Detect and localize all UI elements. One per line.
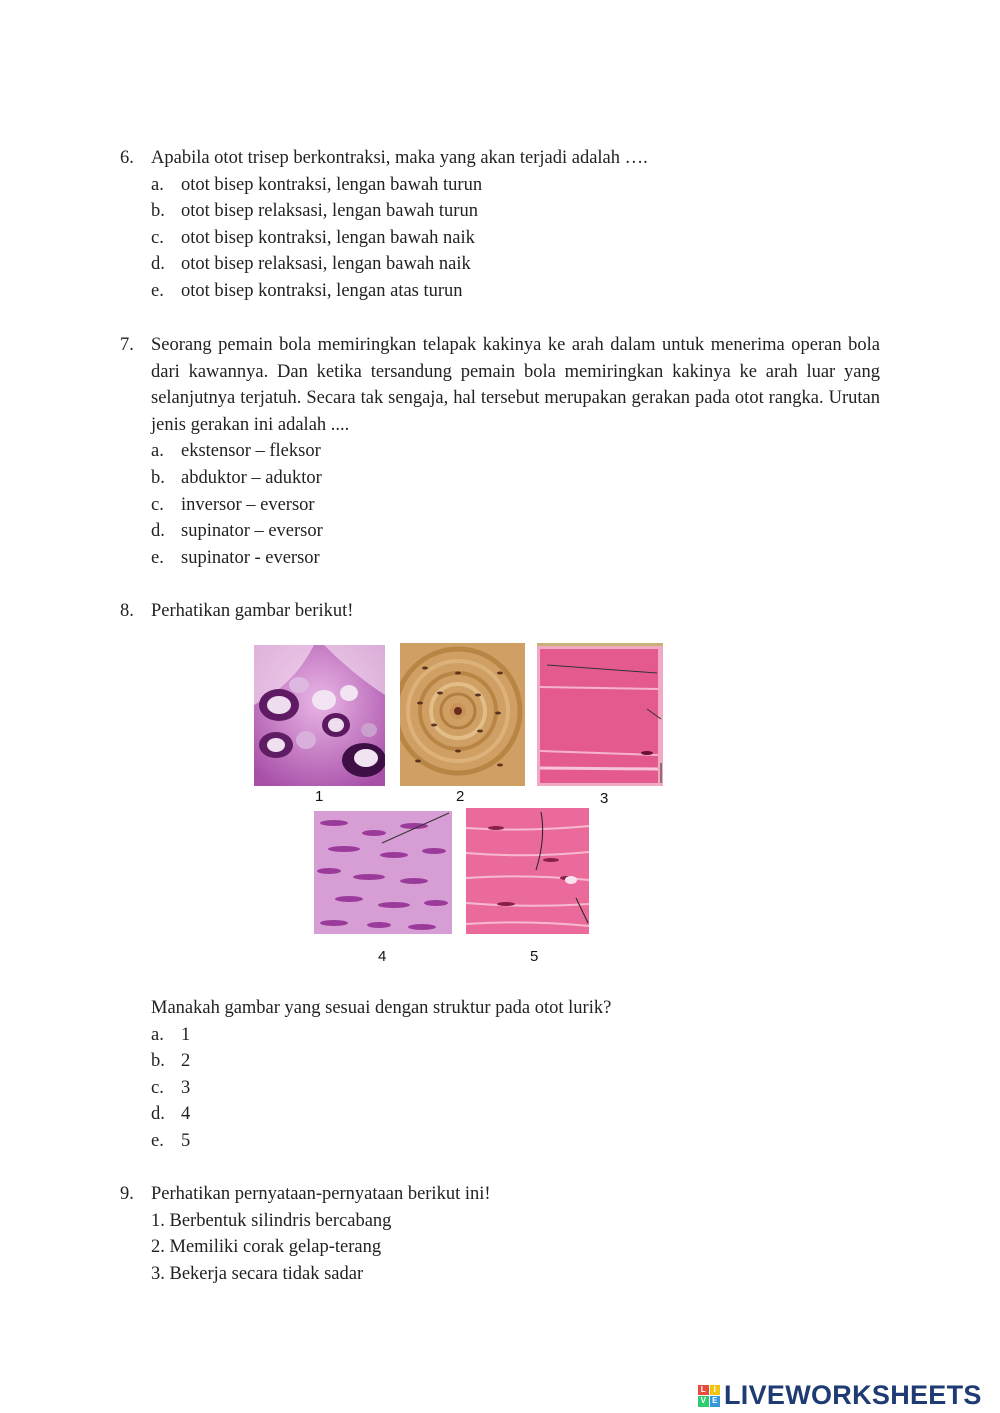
option-a[interactable] xyxy=(151,172,880,199)
option-letter: e. xyxy=(151,280,164,301)
question-8-answers xyxy=(120,995,880,1155)
option-c[interactable] xyxy=(151,492,880,519)
option-text: otot bisep relaksasi, lengan bawah turun xyxy=(181,201,478,222)
statement-3: 3. Bekerja secara tidak sadar xyxy=(151,1263,364,1284)
option-letter: e. xyxy=(151,1130,164,1151)
question-prompt: Manakah gambar yang sesuai dengan struktur pada otot lurik? xyxy=(151,998,612,1018)
option-letter: c. xyxy=(151,227,164,248)
option-b[interactable] xyxy=(151,198,880,225)
option-e[interactable] xyxy=(151,545,880,572)
option-text: otot bisep kontraksi, lengan bawah turun xyxy=(181,174,483,195)
option-text: abduktor – aduktor xyxy=(181,467,322,488)
brand-text: LIVEWORKSHEETS xyxy=(724,1380,982,1410)
logo-letter: I xyxy=(710,1385,721,1396)
option-letter: d. xyxy=(151,521,165,542)
option-letter: b. xyxy=(151,467,165,488)
option-b[interactable] xyxy=(151,1048,880,1075)
tissue-image-3 xyxy=(537,643,663,786)
question-number: 8. xyxy=(120,601,134,621)
image-label-3: 3 xyxy=(600,790,609,807)
liveworksheets-logo-icon xyxy=(698,1385,720,1407)
logo-letter: E xyxy=(710,1396,721,1407)
question-8 xyxy=(120,598,880,625)
option-d[interactable] xyxy=(151,1101,880,1128)
tissue-image-2 xyxy=(400,643,525,786)
option-letter: e. xyxy=(151,547,164,568)
option-letter: c. xyxy=(151,494,164,515)
option-text: ekstensor – fleksor xyxy=(181,441,321,462)
question-stem: Apabila otot trisep berkontraksi, maka yang akan terjadi adalah …. xyxy=(151,148,648,168)
option-letter: a. xyxy=(151,1024,164,1045)
option-text: 4 xyxy=(181,1104,191,1125)
options-list xyxy=(151,1022,880,1155)
option-text: inversor – eversor xyxy=(181,494,315,515)
tissue-image-1 xyxy=(254,645,385,786)
option-letter: b. xyxy=(151,1051,165,1072)
question-7 xyxy=(120,332,880,571)
option-e[interactable] xyxy=(151,1128,880,1155)
option-text: otot bisep kontraksi, lengan bawah naik xyxy=(181,227,475,248)
option-text: 1 xyxy=(181,1024,191,1045)
image-label-4: 4 xyxy=(378,948,387,965)
option-b[interactable] xyxy=(151,465,880,492)
image-label-5: 5 xyxy=(530,948,539,965)
options-list xyxy=(151,438,880,571)
tissue-image-5 xyxy=(466,808,589,934)
option-text: otot bisep relaksasi, lengan bawah naik xyxy=(181,254,471,275)
option-letter: b. xyxy=(151,201,165,222)
tissue-image-4 xyxy=(314,811,452,934)
option-a[interactable] xyxy=(151,1022,880,1049)
option-text: supinator - eversor xyxy=(181,547,320,568)
option-c[interactable] xyxy=(151,225,880,252)
statement-2: 2. Memiliki corak gelap-terang xyxy=(151,1237,382,1258)
options-list xyxy=(151,172,880,305)
logo-letter: V xyxy=(698,1396,709,1407)
liveworksheets-brand xyxy=(698,1380,982,1411)
question-6 xyxy=(120,145,880,305)
logo-letter: L xyxy=(698,1385,709,1396)
option-d[interactable] xyxy=(151,518,880,545)
option-letter: c. xyxy=(151,1077,164,1098)
option-letter: d. xyxy=(151,1104,165,1125)
option-text: 2 xyxy=(181,1051,191,1072)
question-9 xyxy=(120,1181,880,1287)
option-text: otot bisep kontraksi, lengan atas turun xyxy=(181,280,463,301)
option-text: supinator – eversor xyxy=(181,521,323,542)
question-stem: Perhatikan gambar berikut! xyxy=(151,601,354,621)
image-label-1: 1 xyxy=(315,788,324,805)
question-number: 9. xyxy=(120,1184,134,1204)
image-label-2: 2 xyxy=(456,788,465,805)
statement-1: 1. Berbentuk silindris bercabang xyxy=(151,1210,392,1231)
option-c[interactable] xyxy=(151,1075,880,1102)
option-e[interactable] xyxy=(151,278,880,305)
option-letter: a. xyxy=(151,174,164,195)
option-text: 5 xyxy=(181,1130,191,1151)
question-number: 7. xyxy=(120,335,134,355)
question-number: 6. xyxy=(120,148,134,168)
question-stem: Seorang pemain bola memiringkan telapak kakinya ke arah dalam untuk menerima operan bola dari kawannya. Dan ketika tersandung pemain bola memiringkan kakinya ke arah luar yang selanjutnya terjatuh. Secara tak sengaja, hal tersebut merupakan gerakan pada otot rangka. Urutan jenis gerakan ini adalah .... xyxy=(151,335,880,435)
question-stem: Perhatikan pernyataan-pernyataan berikut ini! xyxy=(151,1184,491,1204)
option-letter: a. xyxy=(151,441,164,462)
option-letter: d. xyxy=(151,254,165,275)
option-text: 3 xyxy=(181,1077,191,1098)
option-d[interactable] xyxy=(151,251,880,278)
option-a[interactable] xyxy=(151,438,880,465)
